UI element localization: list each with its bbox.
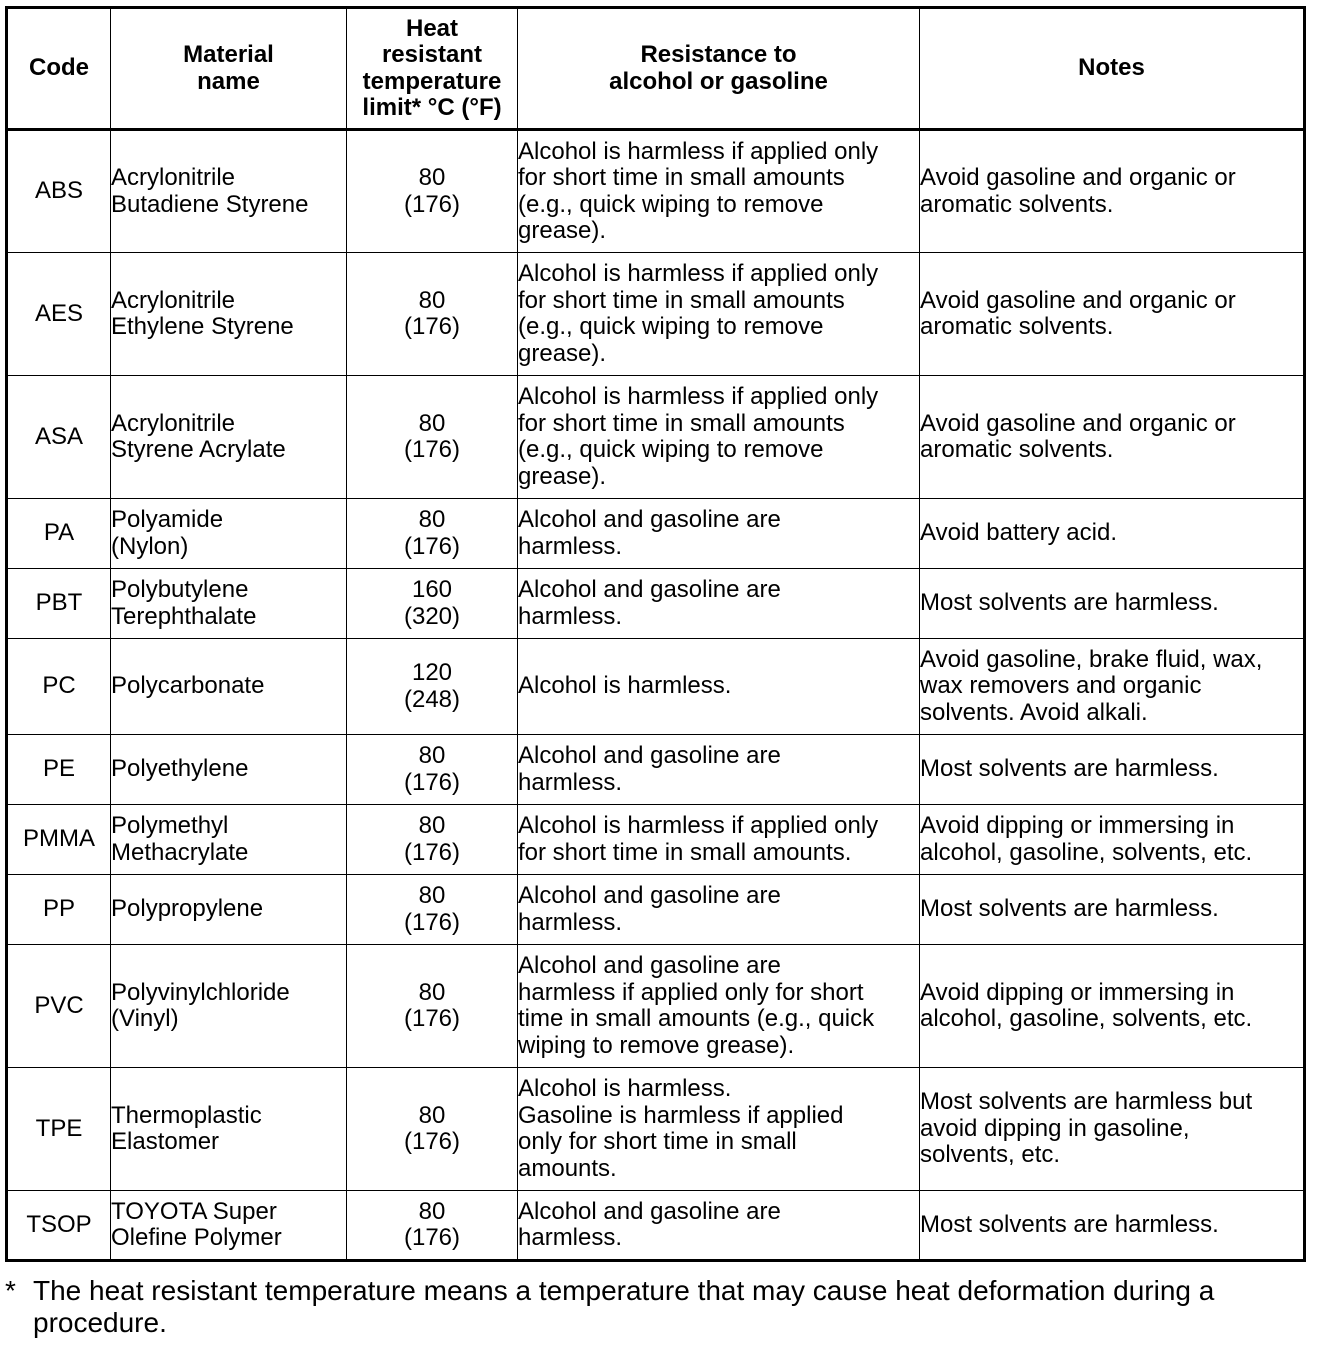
table-row [7,569,1305,639]
cell-temperature-limit: 160 (320) [347,569,518,639]
cell-temperature-limit: 80 (176) [347,376,518,499]
cell-notes: Most solvents are harmless but avoid dipping in gasoline, solvents, etc. [920,1068,1305,1191]
cell-notes: Most solvents are harmless. [920,569,1305,639]
cell-material-name: Polyvinylchloride (Vinyl) [111,945,347,1068]
cell-material-name: Polymethyl Methacrylate [111,805,347,875]
cell-resistance: Alcohol is harmless if applied only for short time in small amounts (e.g., quick wiping to remove grease). [518,376,920,499]
cell-code: PC [7,639,111,735]
cell-notes: Avoid gasoline and organic or aromatic solvents. [920,376,1305,499]
cell-material-name: Polyamide (Nylon) [111,499,347,569]
cell-notes: Most solvents are harmless. [920,1191,1305,1261]
cell-code: AES [7,253,111,376]
cell-material-name: Polypropylene [111,875,347,945]
table-row [7,499,1305,569]
table-row [7,735,1305,805]
materials-table [5,6,1306,1262]
cell-notes: Most solvents are harmless. [920,735,1305,805]
cell-code: PP [7,875,111,945]
cell-resistance: Alcohol is harmless if applied only for short time in small amounts (e.g., quick wiping to remove grease). [518,130,920,253]
cell-notes: Avoid gasoline and organic or aromatic solvents. [920,130,1305,253]
cell-resistance: Alcohol is harmless. [518,639,920,735]
table-row [7,945,1305,1068]
table-row [7,805,1305,875]
table-row [7,639,1305,735]
cell-notes: Avoid dipping or immersing in alcohol, gasoline, solvents, etc. [920,945,1305,1068]
cell-resistance: Alcohol is harmless. Gasoline is harmless if applied only for short time in small amounts. [518,1068,920,1191]
header-notes: Notes [920,8,1305,130]
cell-temperature-limit: 80 (176) [347,1191,518,1261]
table-body [7,130,1305,1261]
table-row [7,130,1305,253]
cell-temperature-limit: 80 (176) [347,805,518,875]
cell-resistance: Alcohol and gasoline are harmless. [518,1191,920,1261]
header-material-name: Material name [111,8,347,130]
cell-material-name: Acrylonitrile Butadiene Styrene [111,130,347,253]
cell-resistance: Alcohol and gasoline are harmless. [518,875,920,945]
cell-material-name: Acrylonitrile Styrene Acrylate [111,376,347,499]
header-temperature-limit: Heat resistant temperature limit* °C (°F) [347,8,518,130]
table-row [7,376,1305,499]
cell-resistance: Alcohol and gasoline are harmless. [518,569,920,639]
cell-temperature-limit: 80 (176) [347,1068,518,1191]
cell-resistance: Alcohol and gasoline are harmless. [518,735,920,805]
cell-code: TPE [7,1068,111,1191]
footnote [5,1275,1315,1339]
cell-temperature-limit: 80 (176) [347,735,518,805]
cell-notes: Avoid dipping or immersing in alcohol, gasoline, solvents, etc. [920,805,1305,875]
cell-code: PE [7,735,111,805]
header-code: Code [7,8,111,130]
cell-material-name: Acrylonitrile Ethylene Styrene [111,253,347,376]
table-row [7,875,1305,945]
cell-resistance: Alcohol is harmless if applied only for short time in small amounts. [518,805,920,875]
cell-material-name: Polybutylene Terephthalate [111,569,347,639]
cell-resistance: Alcohol is harmless if applied only for short time in small amounts (e.g., quick wiping to remove grease). [518,253,920,376]
cell-temperature-limit: 120 (248) [347,639,518,735]
cell-code: TSOP [7,1191,111,1261]
cell-notes: Most solvents are harmless. [920,875,1305,945]
cell-material-name: Thermoplastic Elastomer [111,1068,347,1191]
cell-resistance: Alcohol and gasoline are harmless. [518,499,920,569]
header-row [7,8,1305,130]
cell-temperature-limit: 80 (176) [347,875,518,945]
cell-code: PA [7,499,111,569]
cell-material-name: Polyethylene [111,735,347,805]
footnote-text: The heat resistant temperature means a temperature that may cause heat deformation during a procedure. [33,1275,1215,1338]
cell-resistance: Alcohol and gasoline are harmless if applied only for short time in small amounts (e.g., quick wiping to remove grease). [518,945,920,1068]
table-row [7,1068,1305,1191]
cell-notes: Avoid gasoline and organic or aromatic solvents. [920,253,1305,376]
cell-temperature-limit: 80 (176) [347,130,518,253]
cell-code: ASA [7,376,111,499]
table-header [7,8,1305,130]
cell-notes: Avoid battery acid. [920,499,1305,569]
table-row [7,253,1305,376]
cell-code: ABS [7,130,111,253]
cell-code: PMMA [7,805,111,875]
header-resistance: Resistance to alcohol or gasoline [518,8,920,130]
cell-notes: Avoid gasoline, brake fluid, wax, wax removers and organic solvents. Avoid alkali. [920,639,1305,735]
cell-code: PVC [7,945,111,1068]
cell-temperature-limit: 80 (176) [347,499,518,569]
cell-temperature-limit: 80 (176) [347,253,518,376]
table-row [7,1191,1305,1261]
cell-material-name: Polycarbonate [111,639,347,735]
cell-temperature-limit: 80 (176) [347,945,518,1068]
cell-material-name: TOYOTA Super Olefine Polymer [111,1191,347,1261]
cell-code: PBT [7,569,111,639]
footnote-marker: * [5,1275,16,1306]
